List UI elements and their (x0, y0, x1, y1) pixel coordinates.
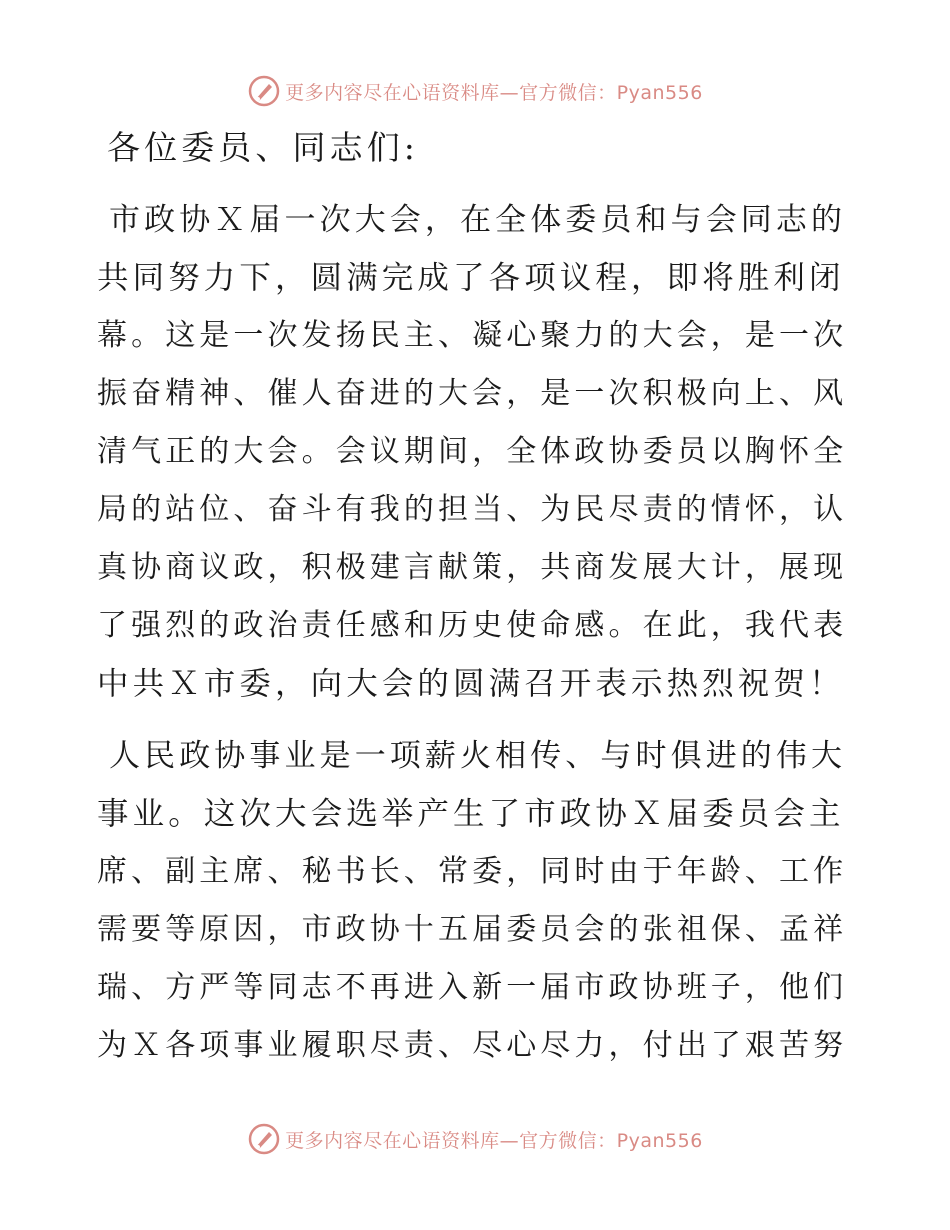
watermark-banner-bottom (0, 1119, 950, 1159)
paragraph-line: 瑞、方严等同志不再进入新一届市政协班子，他们 (97, 970, 848, 1005)
paragraph-line: 席、副主席、秘书长、常委，同时由于年龄、工作 (97, 854, 848, 889)
watermark-text: 更多内容尽在心语资料库—官方微信：Pyan556 (285, 1129, 703, 1152)
paragraph-line: 了强烈的政治责任感和历史使命感。在此，我代表 (97, 608, 848, 643)
paragraph-line: 真协商议政，积极建言献策，共商发展大计，展现 (97, 550, 848, 585)
salutation: 各位委员、同志们: (107, 128, 420, 167)
watermark-text: 更多内容尽在心语资料库—官方微信：Pyan556 (285, 81, 703, 104)
paragraph-line: 幕。这是一次发扬民主、凝心聚力的大会，是一次 (97, 318, 848, 353)
paragraph-line: 需要等原因，市政协十五届委员会的张祖保、孟祥 (97, 912, 848, 947)
paragraph-line: 中共Ｘ市委，向大会的圆满召开表示热烈祝贺！ (97, 666, 845, 702)
paragraph-line: 振奋精神、催人奋进的大会，是一次积极向上、风 (97, 376, 848, 411)
pen-logo-icon (247, 1122, 281, 1156)
watermark-banner-top (0, 71, 950, 111)
paragraph-line: 局的站位、奋斗有我的担当、为民尽责的情怀，认 (97, 492, 848, 527)
paragraph-line: 市政协Ｘ届一次大会，在全体委员和与会同志的 (109, 202, 847, 238)
paragraph-line: 人民政协事业是一项薪火相传、与时俱进的伟大 (109, 738, 847, 774)
paragraph-line: 共同努力下，圆满完成了各项议程，即将胜利闭 (97, 260, 845, 296)
paragraph-line: 事业。这次大会选举产生了市政协Ｘ届委员会主 (97, 796, 845, 832)
paragraph-line: 为Ｘ各项事业履职尽责、尽心尽力，付出了艰苦努 (97, 1028, 848, 1063)
paragraph-line: 清气正的大会。会议期间，全体政协委员以胸怀全 (97, 434, 848, 469)
pen-logo-icon (247, 74, 281, 108)
